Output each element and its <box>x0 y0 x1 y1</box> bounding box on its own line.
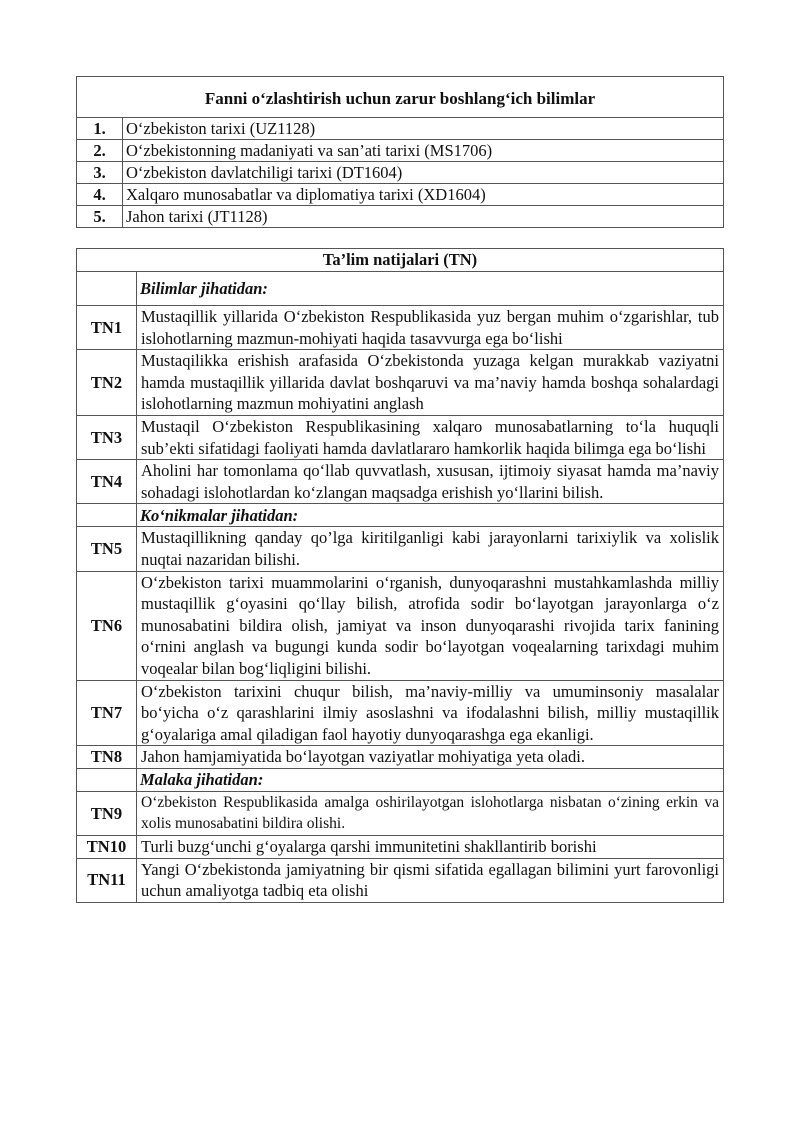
outcome-code: TN4 <box>77 460 137 504</box>
outcome-code: TN3 <box>77 415 137 459</box>
item-text: Xalqaro munosabatlar va diplomatiya tarixi (XD1604) <box>123 184 724 206</box>
table-row <box>77 306 724 350</box>
empty-cell <box>77 768 137 791</box>
item-text: O‘zbekistonning madaniyati va san’ati tarixi (MS1706) <box>123 140 724 162</box>
prerequisites-header-row <box>77 77 724 118</box>
table-row <box>77 571 724 680</box>
item-number: 5. <box>77 206 123 228</box>
outcome-text: Jahon hamjamiyatida bo‘layotgan vaziyatlar mohiyatiga yeta oladi. <box>137 746 724 769</box>
outcome-text: Aholini har tomonlama qo‘llab quvvatlash, xususan, ijtimoiy siyasat hamda ma’naviy sohadagi islohotlardan ko‘zlangan maqsadga erishish yo‘llarini bilish. <box>137 460 724 504</box>
table-row <box>77 184 724 206</box>
outcome-text: Yangi O‘zbekistonda jamiyatning bir qismi sifatida egallagan bilimini yurt farovonligi uchun amaliyotga tadbiq eta olishi <box>137 858 724 902</box>
table-row <box>77 118 724 140</box>
outcomes-header-row <box>77 249 724 272</box>
item-number: 3. <box>77 162 123 184</box>
section-heading-skills: Ko‘nikmalar jihatidan: <box>137 504 724 527</box>
outcome-text: Turli buzg‘unchi g‘oyalarga qarshi immunitetini shakllantirib borishi <box>137 836 724 859</box>
outcome-text: O‘zbekiston Respublikasida amalga oshirilayotgan islohotlarga nisbatan o‘zining erkin va xolis munosabatini bildira olishi. <box>137 791 724 835</box>
empty-cell <box>77 272 137 306</box>
outcome-code: TN5 <box>77 527 137 571</box>
prerequisites-title: Fanni o‘zlashtirish uchun zarur boshlang‘ich bilimlar <box>77 77 724 118</box>
section-heading-knowledge: Bilimlar jihatidan: <box>137 272 724 306</box>
outcome-code: TN9 <box>77 791 137 835</box>
outcome-code: TN6 <box>77 571 137 680</box>
outcome-text: O‘zbekiston tarixi muammolarini o‘rganish, dunyoqarashni mustahkamlashda milliy mustaqillik g‘oyasini qo‘llay bilish, atrofida sodir bo‘layotgan jarayonlarga o‘z munosabatini bildira olish, jamiyat va inson dunyoqarashi rivojida tarix fanining o‘rnini anglash va bugungi kunda sodir bo‘layotgan voqealarning tarixdagi muhim voqealar bilan bog‘liqligini bilishi. <box>137 571 724 680</box>
table-row <box>77 415 724 459</box>
outcome-code: TN8 <box>77 746 137 769</box>
outcome-text: Mustaqillik yillarida O‘zbekiston Respublikasida yuz bergan muhim o‘zgarishlar, tub islohotlarning mazmun-mohiyati haqida tasavvurga ega bo‘lishi <box>137 306 724 350</box>
table-row <box>77 746 724 769</box>
table-row <box>77 460 724 504</box>
item-text: O‘zbekiston davlatchiligi tarixi (DT1604) <box>123 162 724 184</box>
item-number: 2. <box>77 140 123 162</box>
outcome-code: TN1 <box>77 306 137 350</box>
item-text: O‘zbekiston tarixi (UZ1128) <box>123 118 724 140</box>
outcome-text: Mustaqillikning qanday qo’lga kiritilganligi kabi jarayonlarni tarixiylik va xolislik nuqtai nazaridan bilishi. <box>137 527 724 571</box>
outcome-text: Mustaqil O‘zbekiston Respublikasining xalqaro munosabatlarning to‘la huquqli sub’ekti sifatidagi faoliyati hamda davlatlararo hamkorlik haqida bilimga ega bo‘lishi <box>137 415 724 459</box>
table-row <box>77 791 724 835</box>
empty-cell <box>77 504 137 527</box>
item-number: 1. <box>77 118 123 140</box>
section-row <box>77 272 724 306</box>
section-heading-qualification: Malaka jihatidan: <box>137 768 724 791</box>
section-row <box>77 504 724 527</box>
table-row <box>77 350 724 416</box>
item-text: Jahon tarixi (JT1128) <box>123 206 724 228</box>
prerequisites-table <box>76 76 724 228</box>
table-row <box>77 527 724 571</box>
table-row <box>77 836 724 859</box>
table-row <box>77 858 724 902</box>
outcomes-title: Ta’lim natijalari (TN) <box>77 249 724 272</box>
item-number: 4. <box>77 184 123 206</box>
learning-outcomes-table <box>76 248 724 903</box>
outcome-code: TN7 <box>77 680 137 746</box>
table-row <box>77 162 724 184</box>
table-row <box>77 680 724 746</box>
outcome-code: TN2 <box>77 350 137 416</box>
outcome-code: TN10 <box>77 836 137 859</box>
table-row <box>77 206 724 228</box>
section-row <box>77 768 724 791</box>
outcome-text: O‘zbekiston tarixini chuqur bilish, ma’naviy-milliy va umuminsoniy masalalar bo‘yicha o‘z qarashlarini ilmiy asoslashni va ifodalashni bilish, milliy mustaqillik g‘oyalariga amal qiladigan faol hayotiy dunyoqarashga ega ekanligi. <box>137 680 724 746</box>
outcome-code: TN11 <box>77 858 137 902</box>
table-row <box>77 140 724 162</box>
outcome-text: Mustaqilikka erishish arafasida O‘zbekistonda yuzaga kelgan murakkab vaziyatni hamda mustaqillik yillarida davlat boshqaruvi va ma’naviy hamda boshqa sohalardagi islohotlarning mazmun mohiyatini anglash <box>137 350 724 416</box>
